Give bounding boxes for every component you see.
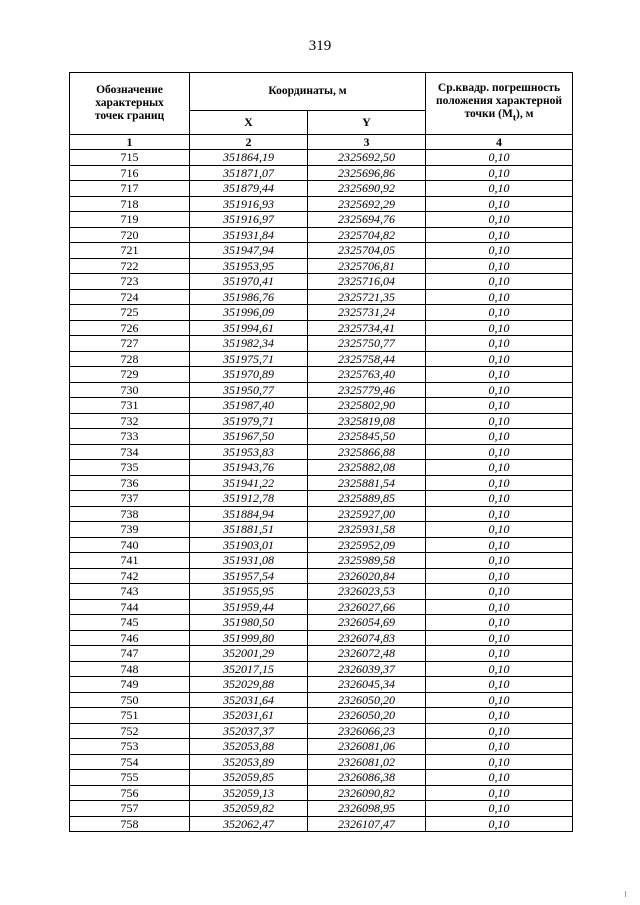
point-id-cell: 730 xyxy=(70,382,190,398)
point-id-cell: 734 xyxy=(70,444,190,460)
x-cell: 351871,07 xyxy=(190,165,308,181)
y-cell: 2325881,54 xyxy=(308,475,426,491)
point-id-cell: 717 xyxy=(70,181,190,197)
point-id-cell: 719 xyxy=(70,212,190,228)
x-cell: 351879,44 xyxy=(190,181,308,197)
header-designation-line-2: характерных xyxy=(95,97,164,109)
coordinates-table xyxy=(69,72,573,832)
error-cell: 0,10 xyxy=(426,444,573,460)
error-cell: 0,10 xyxy=(426,506,573,522)
y-cell: 2325989,58 xyxy=(308,553,426,569)
error-cell: 0,10 xyxy=(426,708,573,724)
header-error-line-3: точки (M xyxy=(464,108,513,121)
point-id-cell: 738 xyxy=(70,506,190,522)
table-row xyxy=(70,429,573,445)
table-row xyxy=(70,553,573,569)
table-row xyxy=(70,785,573,801)
x-cell: 351881,51 xyxy=(190,522,308,538)
table-row xyxy=(70,739,573,755)
header-error-line-1: Ср.квадр. погрешность xyxy=(437,82,561,95)
point-id-cell: 729 xyxy=(70,367,190,383)
table-row xyxy=(70,460,573,476)
error-cell: 0,10 xyxy=(426,770,573,786)
y-cell: 2325931,58 xyxy=(308,522,426,538)
point-id-cell: 741 xyxy=(70,553,190,569)
error-cell: 0,10 xyxy=(426,692,573,708)
point-id-cell: 727 xyxy=(70,336,190,352)
error-cell: 0,10 xyxy=(426,351,573,367)
point-id-cell: 721 xyxy=(70,243,190,259)
y-cell: 2326020,84 xyxy=(308,568,426,584)
y-cell: 2326023,53 xyxy=(308,584,426,600)
error-cell: 0,10 xyxy=(426,553,573,569)
x-cell: 351994,61 xyxy=(190,320,308,336)
header-error-subscript: t xyxy=(512,112,517,124)
error-cell: 0,10 xyxy=(426,289,573,305)
y-cell: 2325692,50 xyxy=(308,150,426,166)
error-cell: 0,10 xyxy=(426,568,573,584)
point-id-cell: 755 xyxy=(70,770,190,786)
x-cell: 351884,94 xyxy=(190,506,308,522)
x-cell: 352031,61 xyxy=(190,708,308,724)
column-number: 3 xyxy=(308,135,426,150)
x-cell: 351979,71 xyxy=(190,413,308,429)
y-cell: 2325802,90 xyxy=(308,398,426,414)
x-cell: 351931,08 xyxy=(190,553,308,569)
error-cell: 0,10 xyxy=(426,165,573,181)
table-row xyxy=(70,692,573,708)
error-cell: 0,10 xyxy=(426,429,573,445)
x-cell: 351957,54 xyxy=(190,568,308,584)
x-cell: 351947,94 xyxy=(190,243,308,259)
error-cell: 0,10 xyxy=(426,723,573,739)
error-cell: 0,10 xyxy=(426,491,573,507)
table-row xyxy=(70,444,573,460)
y-cell: 2325845,50 xyxy=(308,429,426,445)
header-designation-line-1: Обозначение xyxy=(96,84,163,96)
y-cell: 2325716,04 xyxy=(308,274,426,290)
point-id-cell: 749 xyxy=(70,677,190,693)
column-numbers-row xyxy=(70,135,573,150)
y-cell: 2325704,82 xyxy=(308,227,426,243)
x-cell: 351953,95 xyxy=(190,258,308,274)
error-cell: 0,10 xyxy=(426,475,573,491)
error-cell: 0,10 xyxy=(426,630,573,646)
error-cell: 0,10 xyxy=(426,615,573,631)
table-row xyxy=(70,584,573,600)
point-id-cell: 724 xyxy=(70,289,190,305)
error-cell: 0,10 xyxy=(426,584,573,600)
x-cell: 351959,44 xyxy=(190,599,308,615)
error-cell: 0,10 xyxy=(426,181,573,197)
point-id-cell: 753 xyxy=(70,739,190,755)
error-cell: 0,10 xyxy=(426,382,573,398)
y-cell: 2325866,88 xyxy=(308,444,426,460)
x-cell: 351916,97 xyxy=(190,212,308,228)
table-row xyxy=(70,212,573,228)
table-row xyxy=(70,274,573,290)
table-row xyxy=(70,522,573,538)
header-coordinates: Координаты, м xyxy=(190,73,426,111)
point-id-cell: 757 xyxy=(70,801,190,817)
y-cell: 2325690,92 xyxy=(308,181,426,197)
table-row xyxy=(70,754,573,770)
point-id-cell: 723 xyxy=(70,274,190,290)
y-cell: 2326027,66 xyxy=(308,599,426,615)
point-id-cell: 718 xyxy=(70,196,190,212)
x-cell: 351970,89 xyxy=(190,367,308,383)
x-cell: 351864,19 xyxy=(190,150,308,166)
header-y: Y xyxy=(308,111,426,135)
y-cell: 2326045,34 xyxy=(308,677,426,693)
error-cell: 0,10 xyxy=(426,336,573,352)
point-id-cell: 736 xyxy=(70,475,190,491)
table-row xyxy=(70,320,573,336)
point-id-cell: 758 xyxy=(70,816,190,832)
table-row xyxy=(70,708,573,724)
y-cell: 2326081,06 xyxy=(308,739,426,755)
table-row xyxy=(70,475,573,491)
x-cell: 351975,71 xyxy=(190,351,308,367)
y-cell: 2325731,24 xyxy=(308,305,426,321)
x-cell: 351996,09 xyxy=(190,305,308,321)
x-cell: 351967,50 xyxy=(190,429,308,445)
point-id-cell: 745 xyxy=(70,615,190,631)
point-id-cell: 716 xyxy=(70,165,190,181)
table-row xyxy=(70,568,573,584)
error-cell: 0,10 xyxy=(426,816,573,832)
error-cell: 0,10 xyxy=(426,305,573,321)
table-row xyxy=(70,537,573,553)
table-row xyxy=(70,413,573,429)
x-cell: 351950,77 xyxy=(190,382,308,398)
point-id-cell: 756 xyxy=(70,785,190,801)
x-cell: 352062,47 xyxy=(190,816,308,832)
header-x: X xyxy=(190,111,308,135)
y-cell: 2326039,37 xyxy=(308,661,426,677)
y-cell: 2326050,20 xyxy=(308,692,426,708)
error-cell: 0,10 xyxy=(426,398,573,414)
y-cell: 2325952,09 xyxy=(308,537,426,553)
x-cell: 351943,76 xyxy=(190,460,308,476)
error-cell: 0,10 xyxy=(426,460,573,476)
point-id-cell: 754 xyxy=(70,754,190,770)
point-id-cell: 744 xyxy=(70,599,190,615)
point-id-cell: 748 xyxy=(70,661,190,677)
point-id-cell: 747 xyxy=(70,646,190,662)
table-row xyxy=(70,181,573,197)
table-row xyxy=(70,305,573,321)
error-cell: 0,10 xyxy=(426,227,573,243)
error-cell: 0,10 xyxy=(426,243,573,259)
error-cell: 0,10 xyxy=(426,413,573,429)
table-row xyxy=(70,243,573,259)
point-id-cell: 722 xyxy=(70,258,190,274)
table-row xyxy=(70,770,573,786)
table-row xyxy=(70,382,573,398)
x-cell: 351986,76 xyxy=(190,289,308,305)
y-cell: 2325696,86 xyxy=(308,165,426,181)
error-cell: 0,10 xyxy=(426,646,573,662)
table-row xyxy=(70,661,573,677)
table-row xyxy=(70,367,573,383)
point-id-cell: 720 xyxy=(70,227,190,243)
column-number: 1 xyxy=(70,135,190,150)
point-id-cell: 746 xyxy=(70,630,190,646)
table-row xyxy=(70,196,573,212)
point-id-cell: 752 xyxy=(70,723,190,739)
error-cell: 0,10 xyxy=(426,739,573,755)
x-cell: 352059,85 xyxy=(190,770,308,786)
error-cell: 0,10 xyxy=(426,537,573,553)
point-id-cell: 750 xyxy=(70,692,190,708)
error-cell: 0,10 xyxy=(426,320,573,336)
point-id-cell: 728 xyxy=(70,351,190,367)
table-row xyxy=(70,599,573,615)
error-cell: 0,10 xyxy=(426,522,573,538)
x-cell: 352059,13 xyxy=(190,785,308,801)
header-error-unit: ), м xyxy=(516,108,534,121)
point-id-cell: 740 xyxy=(70,537,190,553)
x-cell: 351980,50 xyxy=(190,615,308,631)
point-id-cell: 737 xyxy=(70,491,190,507)
point-id-cell: 731 xyxy=(70,398,190,414)
table-row xyxy=(70,150,573,166)
table-row xyxy=(70,491,573,507)
error-cell: 0,10 xyxy=(426,801,573,817)
point-id-cell: 743 xyxy=(70,584,190,600)
table-row xyxy=(70,506,573,522)
y-cell: 2326081,02 xyxy=(308,754,426,770)
error-cell: 0,10 xyxy=(426,196,573,212)
y-cell: 2325721,35 xyxy=(308,289,426,305)
x-cell: 352017,15 xyxy=(190,661,308,677)
table-row xyxy=(70,351,573,367)
y-cell: 2325750,77 xyxy=(308,336,426,352)
y-cell: 2325758,44 xyxy=(308,351,426,367)
error-cell: 0,10 xyxy=(426,754,573,770)
x-cell: 351982,34 xyxy=(190,336,308,352)
error-cell: 0,10 xyxy=(426,150,573,166)
error-cell: 0,10 xyxy=(426,785,573,801)
x-cell: 351931,84 xyxy=(190,227,308,243)
y-cell: 2325882,08 xyxy=(308,460,426,476)
y-cell: 2325763,40 xyxy=(308,367,426,383)
x-cell: 351903,01 xyxy=(190,537,308,553)
error-cell: 0,10 xyxy=(426,677,573,693)
point-id-cell: 715 xyxy=(70,150,190,166)
x-cell: 351970,41 xyxy=(190,274,308,290)
column-number: 2 xyxy=(190,135,308,150)
x-cell: 351955,95 xyxy=(190,584,308,600)
header-error xyxy=(426,73,573,135)
table-row xyxy=(70,677,573,693)
table-row xyxy=(70,398,573,414)
error-cell: 0,10 xyxy=(426,274,573,290)
x-cell: 352031,64 xyxy=(190,692,308,708)
y-cell: 2326098,95 xyxy=(308,801,426,817)
y-cell: 2326090,82 xyxy=(308,785,426,801)
table-row xyxy=(70,646,573,662)
table-row xyxy=(70,289,573,305)
x-cell: 351999,80 xyxy=(190,630,308,646)
point-id-cell: 733 xyxy=(70,429,190,445)
point-id-cell: 739 xyxy=(70,522,190,538)
x-cell: 351987,40 xyxy=(190,398,308,414)
y-cell: 2325704,05 xyxy=(308,243,426,259)
y-cell: 2326086,38 xyxy=(308,770,426,786)
y-cell: 2325819,08 xyxy=(308,413,426,429)
x-cell: 352037,37 xyxy=(190,723,308,739)
y-cell: 2326054,69 xyxy=(308,615,426,631)
header-error-line-2: положения характерной xyxy=(435,95,563,108)
x-cell: 352059,82 xyxy=(190,801,308,817)
y-cell: 2325694,76 xyxy=(308,212,426,228)
y-cell: 2326050,20 xyxy=(308,708,426,724)
table-row xyxy=(70,801,573,817)
table-body xyxy=(70,150,573,832)
table-row xyxy=(70,258,573,274)
table-row xyxy=(70,816,573,832)
y-cell: 2325889,85 xyxy=(308,491,426,507)
x-cell: 351953,83 xyxy=(190,444,308,460)
error-cell: 0,10 xyxy=(426,258,573,274)
table-row xyxy=(70,336,573,352)
point-id-cell: 726 xyxy=(70,320,190,336)
header-designation xyxy=(70,73,190,135)
scan-mark xyxy=(625,891,626,897)
header-designation-line-3: точек границ xyxy=(94,110,165,122)
y-cell: 2325692,29 xyxy=(308,196,426,212)
error-cell: 0,10 xyxy=(426,661,573,677)
y-cell: 2325706,81 xyxy=(308,258,426,274)
x-cell: 351912,78 xyxy=(190,491,308,507)
x-cell: 352001,29 xyxy=(190,646,308,662)
column-number: 4 xyxy=(426,135,573,150)
x-cell: 352053,89 xyxy=(190,754,308,770)
point-id-cell: 742 xyxy=(70,568,190,584)
point-id-cell: 732 xyxy=(70,413,190,429)
x-cell: 352029,88 xyxy=(190,677,308,693)
y-cell: 2326072,48 xyxy=(308,646,426,662)
table-row xyxy=(70,723,573,739)
x-cell: 352053,88 xyxy=(190,739,308,755)
y-cell: 2326074,83 xyxy=(308,630,426,646)
table-row xyxy=(70,615,573,631)
point-id-cell: 725 xyxy=(70,305,190,321)
x-cell: 351941,22 xyxy=(190,475,308,491)
y-cell: 2325779,46 xyxy=(308,382,426,398)
y-cell: 2326066,23 xyxy=(308,723,426,739)
table-row xyxy=(70,227,573,243)
error-cell: 0,10 xyxy=(426,212,573,228)
page-number: 319 xyxy=(308,38,332,54)
y-cell: 2326107,47 xyxy=(308,816,426,832)
table-row xyxy=(70,630,573,646)
error-cell: 0,10 xyxy=(426,367,573,383)
table-row xyxy=(70,165,573,181)
y-cell: 2325734,41 xyxy=(308,320,426,336)
x-cell: 351916,93 xyxy=(190,196,308,212)
point-id-cell: 751 xyxy=(70,708,190,724)
error-cell: 0,10 xyxy=(426,599,573,615)
y-cell: 2325927,00 xyxy=(308,506,426,522)
point-id-cell: 735 xyxy=(70,460,190,476)
